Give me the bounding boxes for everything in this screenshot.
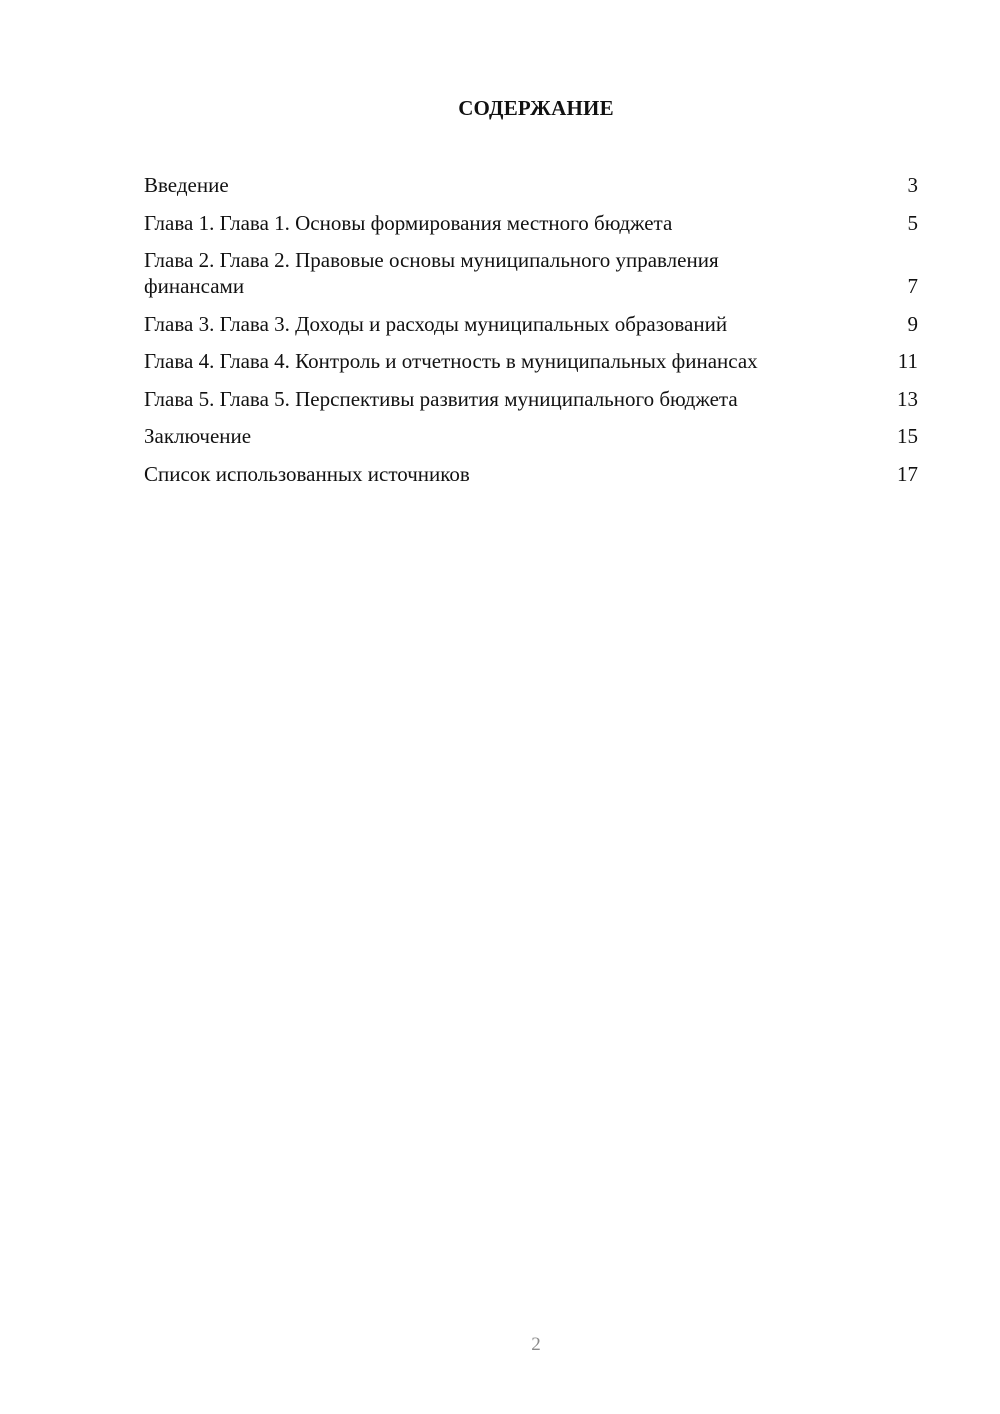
toc-entry-introduction[interactable] (144, 172, 918, 198)
toc-entry-page: 9 (907, 311, 918, 336)
toc-entry-label: Глава 1. Глава 1. Основы формирования местного бюджета (144, 210, 673, 235)
toc-entry-label: Глава 3. Глава 3. Доходы и расходы муниципальных образований (144, 311, 728, 336)
toc-entry-page: 13 (897, 386, 918, 411)
toc-entry-page: 17 (897, 461, 918, 486)
toc-entry-label: Введение (144, 173, 229, 197)
toc-entry-label: Глава 4. Глава 4. Контроль и отчетность в муниципальных финансах (144, 349, 758, 373)
toc-title: СОДЕРЖАНИЕ (458, 96, 614, 120)
toc-entry-conclusion[interactable] (144, 423, 918, 449)
toc-entry-page: 5 (907, 210, 918, 235)
toc-entry-label: Список использованных источников (144, 461, 470, 486)
toc-entry-page: 15 (897, 424, 918, 448)
toc-entry-label: Заключение (144, 424, 252, 448)
toc-entry-chapter-2[interactable] (144, 247, 918, 299)
toc-entry-chapter-3[interactable] (144, 311, 918, 337)
toc-entry-page: 7 (907, 274, 918, 298)
toc-entry-references[interactable] (144, 461, 918, 487)
toc-entry-label: Глава 2. Глава 2. Правовые основы муниципального управления финансами (144, 248, 719, 298)
page-number: 2 (531, 1334, 541, 1355)
toc-entry-label: Глава 5. Глава 5. Перспективы развития муниципального бюджета (144, 386, 738, 411)
table-of-contents (144, 172, 918, 498)
toc-entry-chapter-1[interactable] (144, 210, 918, 236)
toc-entry-page: 11 (897, 349, 918, 373)
toc-entry-page: 3 (907, 173, 918, 197)
toc-entry-chapter-5[interactable] (144, 386, 918, 412)
toc-entry-chapter-4[interactable] (144, 348, 918, 374)
